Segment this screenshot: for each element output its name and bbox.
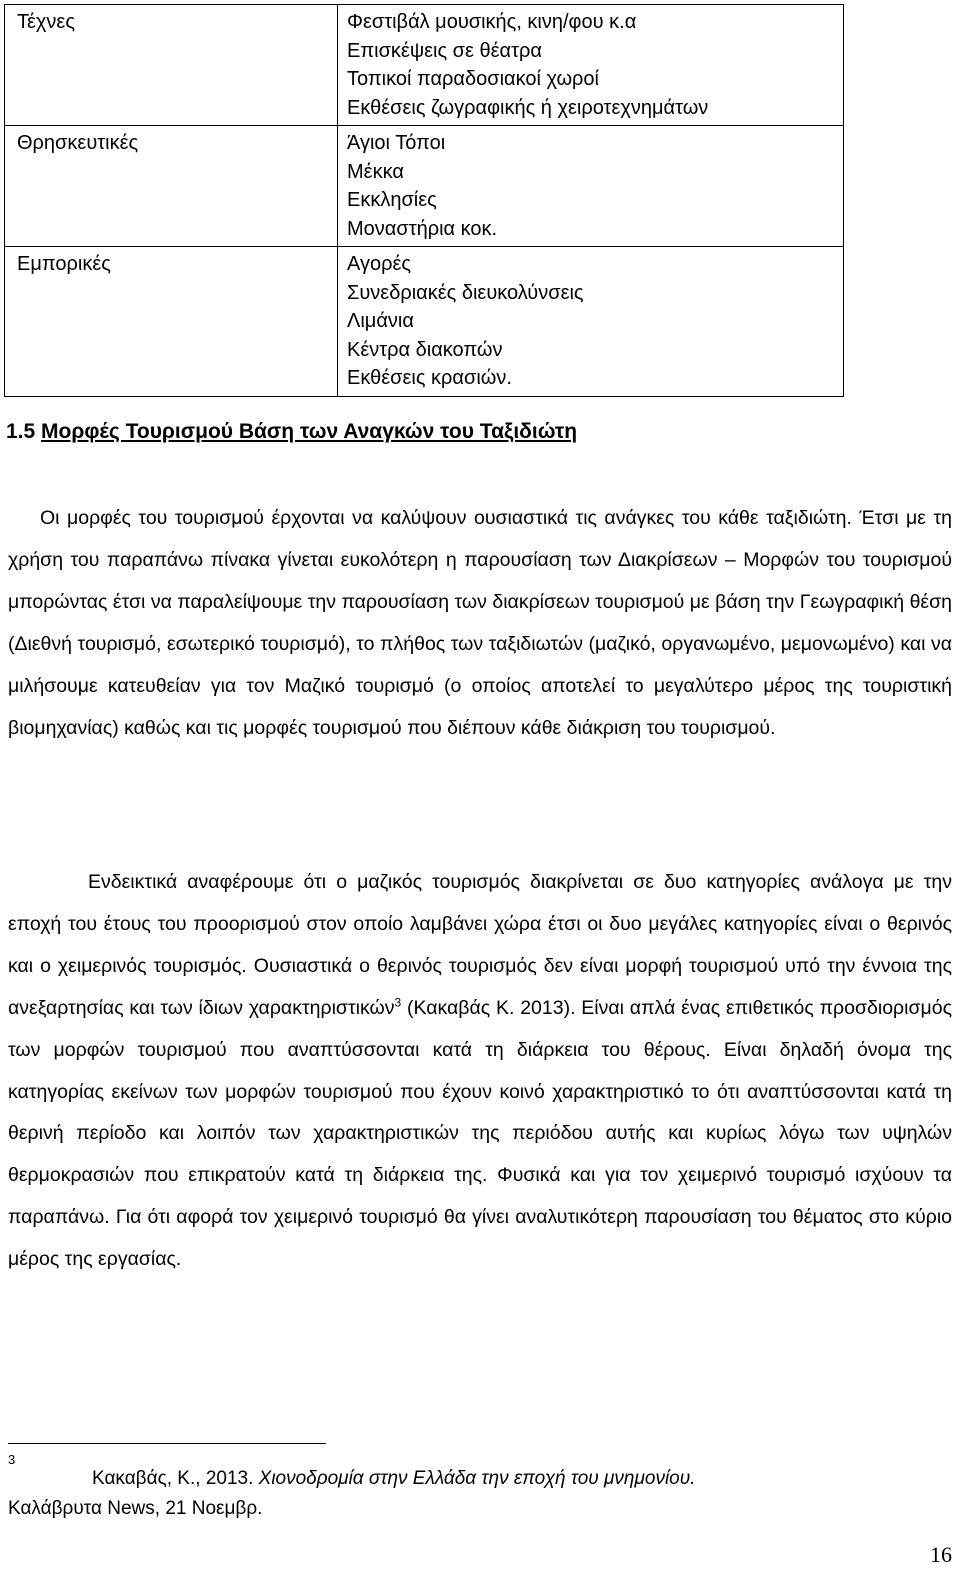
section-heading <box>6 418 577 446</box>
list-item: Εκθέσεις ζωγραφικής ή χειροτεχνημάτων <box>347 96 709 119</box>
footnote-source: Καλάβρυτα News, 21 Νοεμβρ. <box>8 1498 263 1519</box>
footnote-mark: 3 <box>8 1452 16 1467</box>
footnote-separator <box>8 1443 326 1444</box>
page-number: 16 <box>930 1542 952 1567</box>
paragraph-text: (Κακαβάς Κ. 2013). Είναι απλά ένας επιθετικός προσδιορισμός των μορφών τουρισμού που αναπτύσσονται κατά τη διάρκεια του θέρους. Είναι δηλαδή όνομα της κατηγορίας εκείνων των μορφών τουρισμού που έχουν κοινό χαρακτηριστικό το ότι αναπτύσσονται κατά τη θερινή περίοδο και λοιπόν των χαρακτηριστικών της περιόδου αυτής και κυρίως λόγω των υψηλών θερμοκρασιών που επικρατούν κατά τη διάρκεια της. Φυσικά και για τον χειμερινό τουρισμό ισχύουν τα παραπάνω. Για ότι αφορά τον χειμερινό τουρισμό θα γίνει αναλυτικότερη παρουσίαση του θέματος στο κύριο μέρος της εργασίας. <box>8 996 952 1271</box>
section-number: 1.5 <box>6 420 36 443</box>
paragraph-text: Ενδεικτικά αναφέρουμε ότι ο μαζικός τουρισμός διακρίνεται σε δυο κατηγορίες ανάλογα με την εποχή του έτους του προορισμού στον οποίο λαμβάνει χώρα έτσι οι δυο μεγάλες κατηγορίες είναι ο θερινός και ο χειμερινός τουρισμός. Ουσιαστικά ο θερινός τουρισμός δεν είναι μορφή τουρισμού υπό την έννοια της ανεξαρτησίας και των ίδιων χαρακτηριστικών <box>8 871 952 1019</box>
list-item: Άγιοι Τόποι <box>347 132 446 154</box>
footnote-author: Κακαβάς, Κ., 2013. <box>92 1468 259 1489</box>
list-item: Μοναστήρια κοκ. <box>347 217 498 240</box>
footnote <box>8 1464 908 1524</box>
items-cell <box>338 5 844 126</box>
list-item: Συνεδριακές διευκολύνσεις <box>347 281 584 304</box>
tourism-types-table <box>4 4 844 397</box>
items-cell <box>338 247 844 397</box>
list-item: Αγορές <box>347 253 412 275</box>
section-title: Μορφές Τουρισμού Βάση των Αναγκών του Ταξιδιώτη <box>41 420 578 443</box>
category-cell: Θρησκευτικές <box>5 126 338 247</box>
footnote-title: Χιονοδρομία στην Ελλάδα την εποχή του μνημονίου. <box>258 1468 696 1489</box>
list-item: Τοπικοί παραδοσιακοί χωροί <box>347 68 600 90</box>
list-item: Μέκκα <box>347 160 404 183</box>
category-cell: Εμπορικές <box>5 247 338 397</box>
paragraph: Οι μορφές του τουρισμού έρχονται να καλύψουν ουσιαστικά τις ανάγκες του κάθε ταξιδιώτη. Έτσι με τη χρήση του παραπάνω πίνακα γίνεται ευκολότερη η παρουσίαση των Διακρίσεων – Μορφών του τουρισμού μπορώντας έτσι να παραλείψουμε την παρουσίαση των διακρίσεων τουρισμού με βάση την Γεωγραφική θέση (Διεθνή τουρισμό, εσωτερικό τουρισμό), το πλήθος των ταξιδιωτών (μαζικό, οργανωμένο, μεμονωμένο) και να μιλήσουμε κατευθείαν για τον Μαζικό τουρισμό (ο οποίος αποτελεί το μεγαλύτερο μέρος της τουριστική βιομηχανίας) καθώς και τις μορφές τουρισμού που διέπουν κάθε διάκριση του τουρισμού. <box>8 507 952 739</box>
category-cell: Τέχνες <box>5 5 338 126</box>
paragraph <box>8 862 952 1281</box>
list-item: Εκκλησίες <box>347 189 437 211</box>
list-item: Εκθέσεις κρασιών. <box>347 367 512 389</box>
list-item: Κέντρα διακοπών <box>347 338 503 361</box>
list-item: Λιμάνια <box>347 310 414 332</box>
table-row <box>5 247 844 397</box>
footnote-reference[interactable]: 3 <box>394 995 402 1010</box>
list-item: Επισκέψεις σε θέατρα <box>347 39 542 62</box>
table-row <box>5 5 844 126</box>
list-item: Φεστιβάλ μουσικής, κινη/φου κ.α <box>347 11 637 33</box>
items-cell <box>338 126 844 247</box>
table-row <box>5 126 844 247</box>
